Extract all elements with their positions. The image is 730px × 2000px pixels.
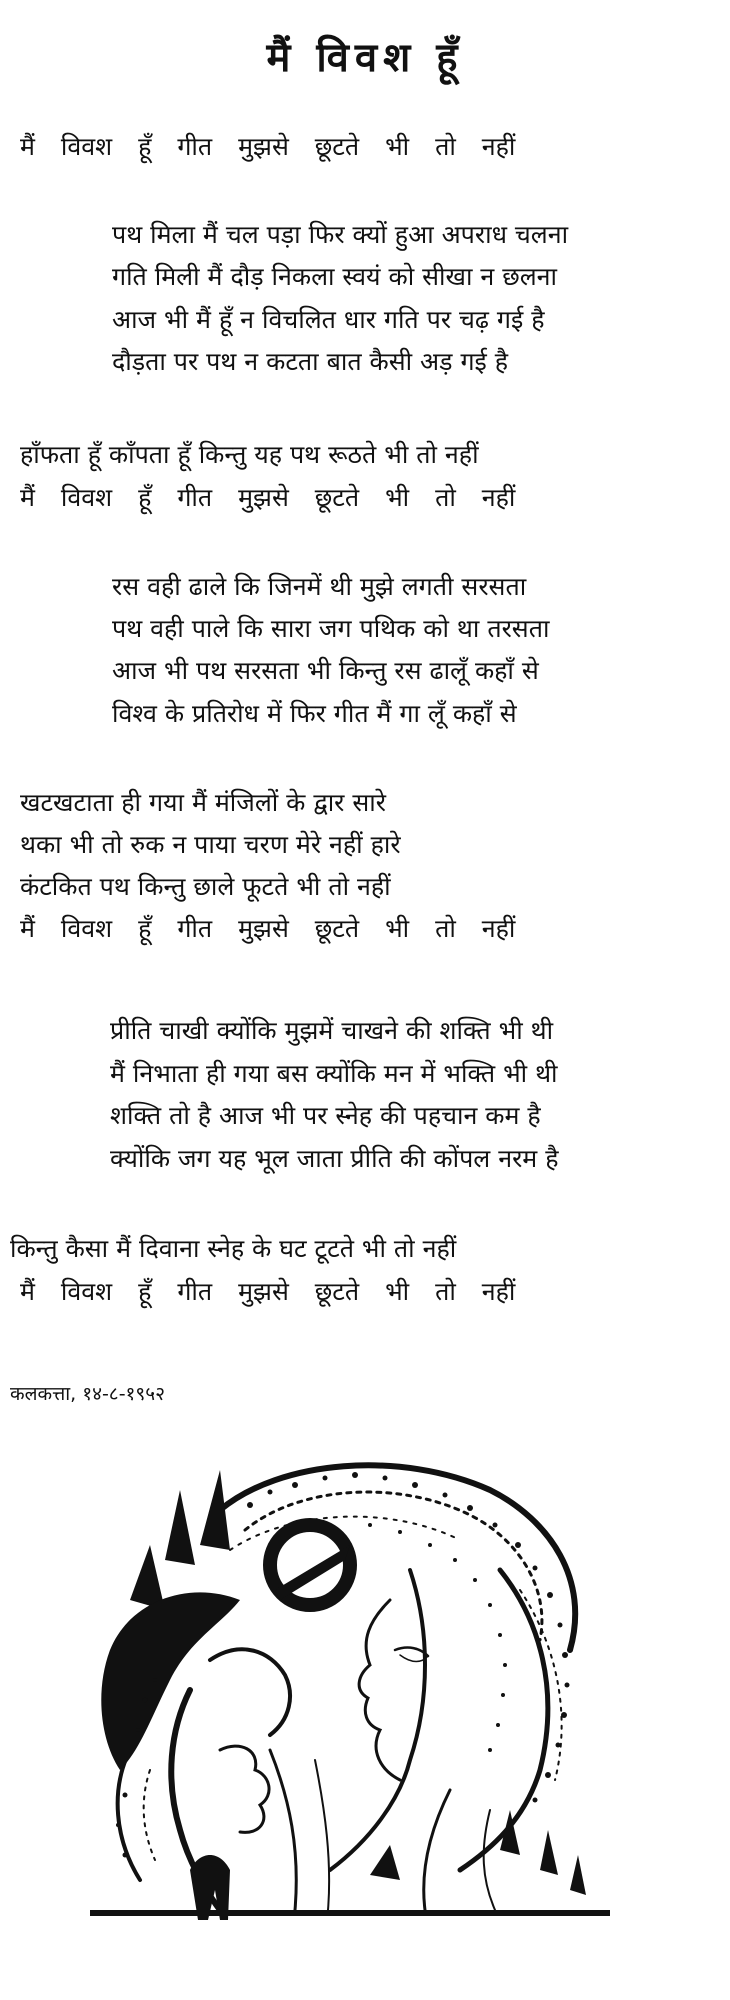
stanza2-line-1: रस वही ढाले कि जिनमें थी मुझे लगती सरसता — [112, 572, 527, 601]
stanza2-line-4: विश्व के प्रतिरोध में फिर गीत मैं गा लूँ कहाँ से — [112, 699, 517, 728]
poem-title: मैं विवश हूँ — [266, 35, 464, 81]
stanza2-line-3: आज भी पथ सरसता भी किन्तु रस ढालूँ कहाँ से — [112, 656, 539, 685]
stanza3-line-3: शक्ति तो है आज भी पर स्नेह की पहचान कम है — [110, 1101, 541, 1130]
stanza1-line-3: आज भी मैं हूँ न विचलित धार गति पर चढ़ गई है — [112, 305, 545, 334]
place-date: कलकत्ता, १४-८-१९५२ — [10, 1383, 166, 1405]
refrain3-line-4: मैं विवश हूँ गीत मुझसे छूटते भी तो नहीं — [20, 914, 516, 943]
refrain3-line-3: कंटकित पथ किन्तु छाले फूटते भी तो नहीं — [20, 872, 391, 901]
refrain2-line-1: हाँफता हूँ काँपता हूँ किन्तु यह पथ रूठते भी तो नहीं — [20, 440, 479, 469]
stanza3-line-4: क्योंकि जग यह भूल जाता प्रीति की कोंपल नरम है — [110, 1144, 559, 1173]
ink-sketch-illustration-icon — [70, 1450, 630, 1920]
refrain4-line-1: किन्तु कैसा मैं दिवाना स्नेह के घट टूटते भी तो नहीं — [10, 1234, 457, 1263]
refrain3-line-1: खटखटाता ही गया मैं मंजिलों के द्वार सारे — [20, 788, 386, 817]
stanza2-line-2: पथ वही पाले कि सारा जग पथिक को था तरसता — [112, 614, 550, 643]
refrain3-line-2: थका भी तो रुक न पाया चरण मेरे नहीं हारे — [20, 830, 401, 859]
refrain-line-opening: मैं विवश हूँ गीत मुझसे छूटते भी तो नहीं — [20, 132, 516, 161]
stanza3-line-2: मैं निभाता ही गया बस क्योंकि मन में भक्ति भी थी — [110, 1059, 558, 1088]
refrain2-line-2: मैं विवश हूँ गीत मुझसे छूटते भी तो नहीं — [20, 483, 516, 512]
stanza3-line-1: प्रीति चाखी क्योंकि मुझमें चाखने की शक्ति भी थी — [110, 1016, 554, 1045]
stanza1-line-2: गति मिली मैं दौड़ निकला स्वयं को सीखा न छलना — [112, 262, 558, 291]
stanza1-line-4: दौड़ता पर पथ न कटता बात कैसी अड़ गई है — [112, 347, 509, 376]
refrain4-line-2: मैं विवश हूँ गीत मुझसे छूटते भी तो नहीं — [20, 1277, 516, 1306]
stanza1-line-1: पथ मिला मैं चल पड़ा फिर क्यों हुआ अपराध चलना — [112, 220, 569, 249]
